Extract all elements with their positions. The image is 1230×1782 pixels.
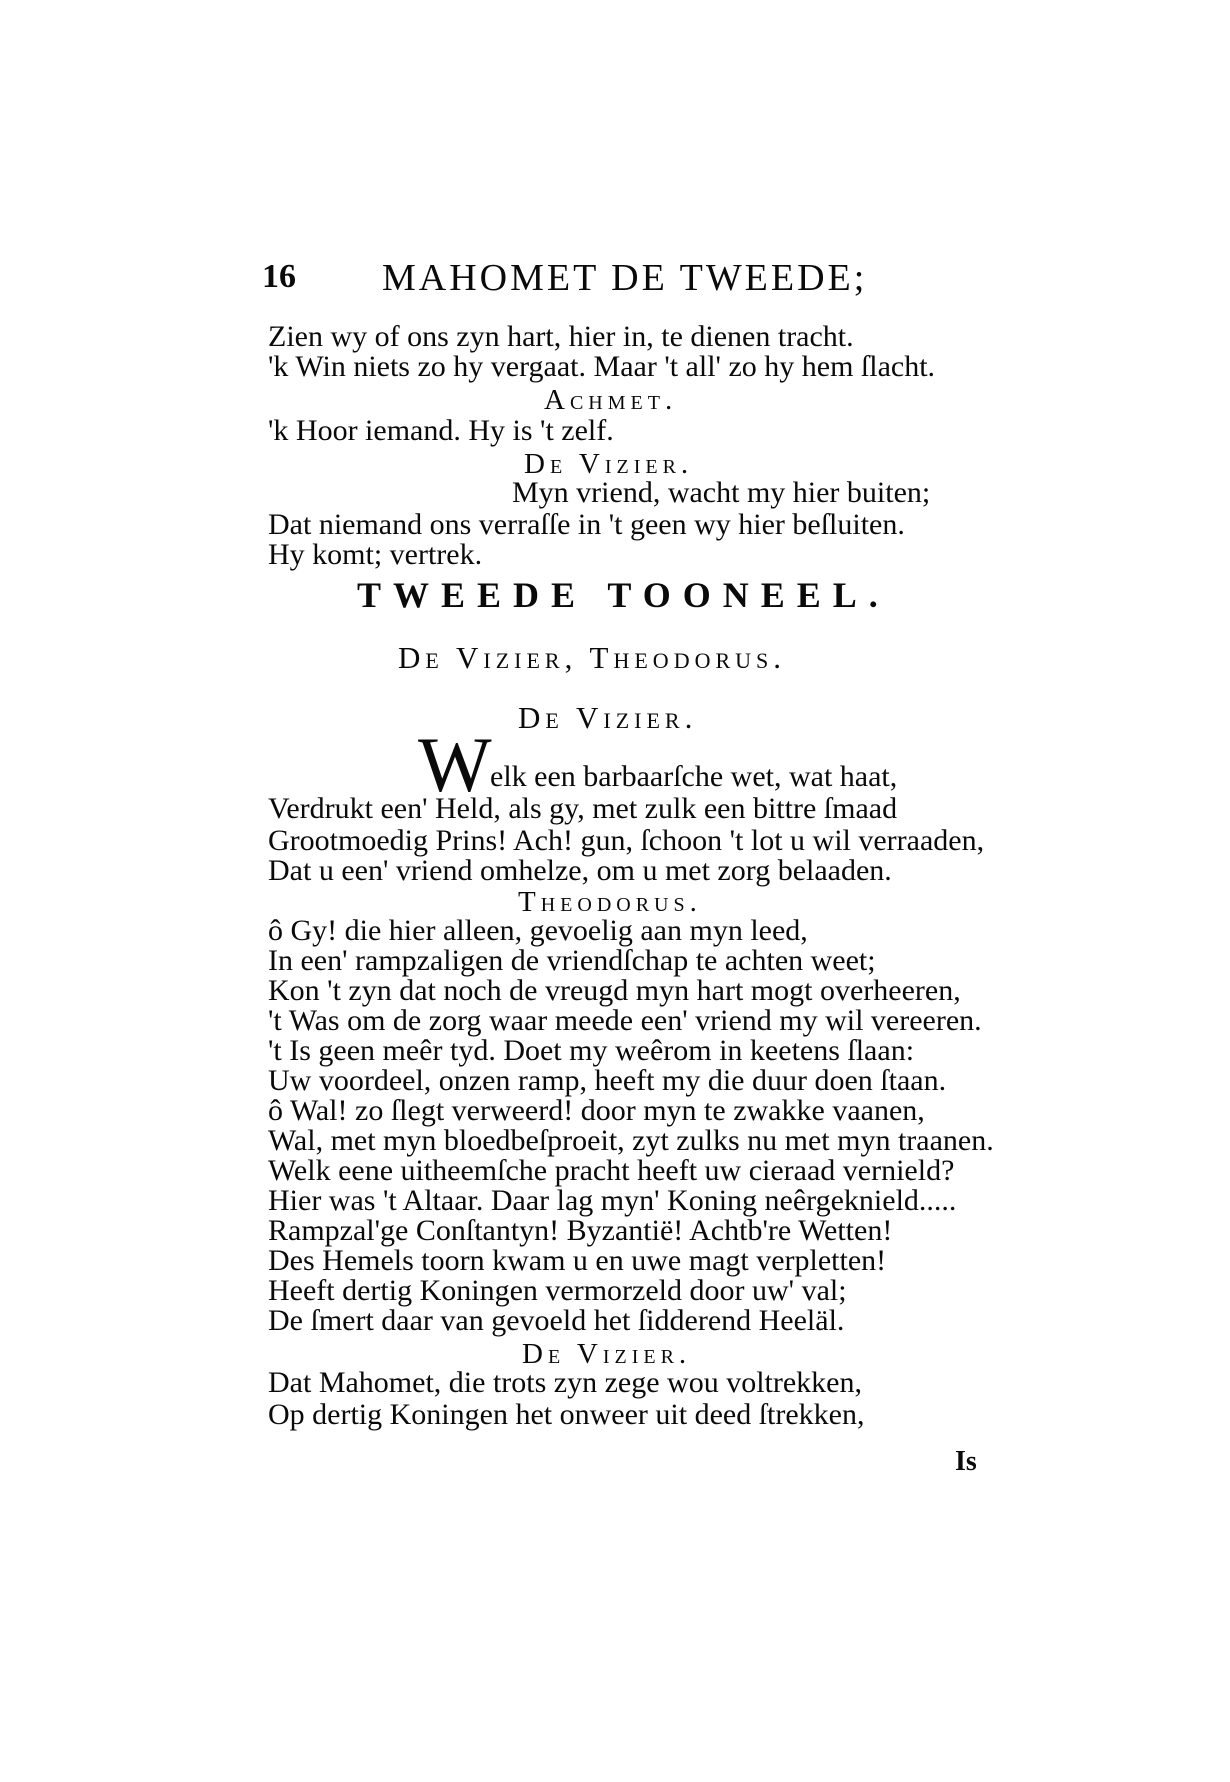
verse-line: Grootmoedig Prins! Ach! gun, ſchoon 't lot u wil verraaden, [268,824,985,857]
verse-line: Heeft dertig Koningen vermorzeld door uw' val; [268,1274,847,1307]
catchword: Is [955,1446,977,1477]
speaker-name: Theodorus. [518,886,702,918]
verse-line: Welk eene uitheemſche pracht heeft uw cieraad vernield? [268,1154,955,1187]
verse-line: Dat Mahomet, die trots zyn zege wou voltrekken, [268,1366,862,1399]
verse-line: Wal, met myn bloedbeſproeit, zyt zulks nu met myn traanen. [268,1124,994,1157]
verse-line: Verdrukt een' Held, als gy, met zulk een bittre ſmaad [268,792,898,825]
verse-line: 't Was om de zorg waar meede een' vriend my wil vereeren. [268,1004,982,1037]
scene-heading: TWEEDE TOONEEL. [357,575,890,615]
verse-line: Uw voordeel, onzen ramp, heeft my die duur doen ſtaan. [268,1064,947,1097]
drop-cap: W [418,721,492,808]
speaker-name: Achmet. [544,384,678,416]
verse-line: Dat niemand ons verraſſe in 't geen wy hier beſluiten. [268,508,905,541]
verse-line: elk een barbaarſche wet, wat haat, [490,760,898,793]
verse-line: Kon 't zyn dat noch de vreugd myn hart mogt overheeren, [268,974,961,1007]
verse-line: Des Hemels toorn kwam u en uwe magt verpletten! [268,1244,887,1277]
speaker-name: De Vizier. [518,700,698,735]
verse-line: ô Wal! zo ſlegt verweerd! door myn te zwakke vaanen, [268,1094,925,1127]
scene-characters: De Vizier, Theodorus. [398,640,787,675]
verse-line: Hier was 't Altaar. Daar lag myn' Koning neêrgeknield..... [268,1184,957,1217]
verse-line: ô Gy! die hier alleen, gevoelig aan myn leed, [268,914,808,947]
verse-line: Op dertig Koningen het onweer uit deed ſtrekken, [268,1398,865,1431]
verse-line: Myn vriend, wacht my hier buiten; [512,476,931,509]
verse-line: In een' rampzaligen de vriendſchap te achten weet; [268,944,876,977]
speaker-name: De Vizier. [522,1338,692,1370]
verse-line: Dat u een' vriend omhelze, om u met zorg belaaden. [268,854,892,887]
verse-line: 't Is geen meêr tyd. Doet my weêrom in keetens ſlaan: [268,1034,915,1067]
verse-line: Hy komt; vertrek. [268,538,483,571]
running-header [262,258,982,306]
running-title: MAHOMET DE TWEEDE; [382,257,868,299]
verse-line: 'k Win niets zo hy vergaat. Maar 't all' zo hy hem ſlacht. [268,350,936,383]
verse-line: 'k Hoor iemand. Hy is 't zelf. [268,414,614,447]
page-number: 16 [262,258,296,295]
verse-line: De ſmert daar van gevoeld het ſidderend Heeläl. [268,1304,845,1337]
verse-line: Rampzal'ge Conſtantyn! Byzantië! Achtb're Wetten! [268,1214,893,1247]
verse-line: Zien wy of ons zyn hart, hier in, te dienen tracht. [268,320,854,353]
speaker-name: De Vizier. [524,448,694,480]
